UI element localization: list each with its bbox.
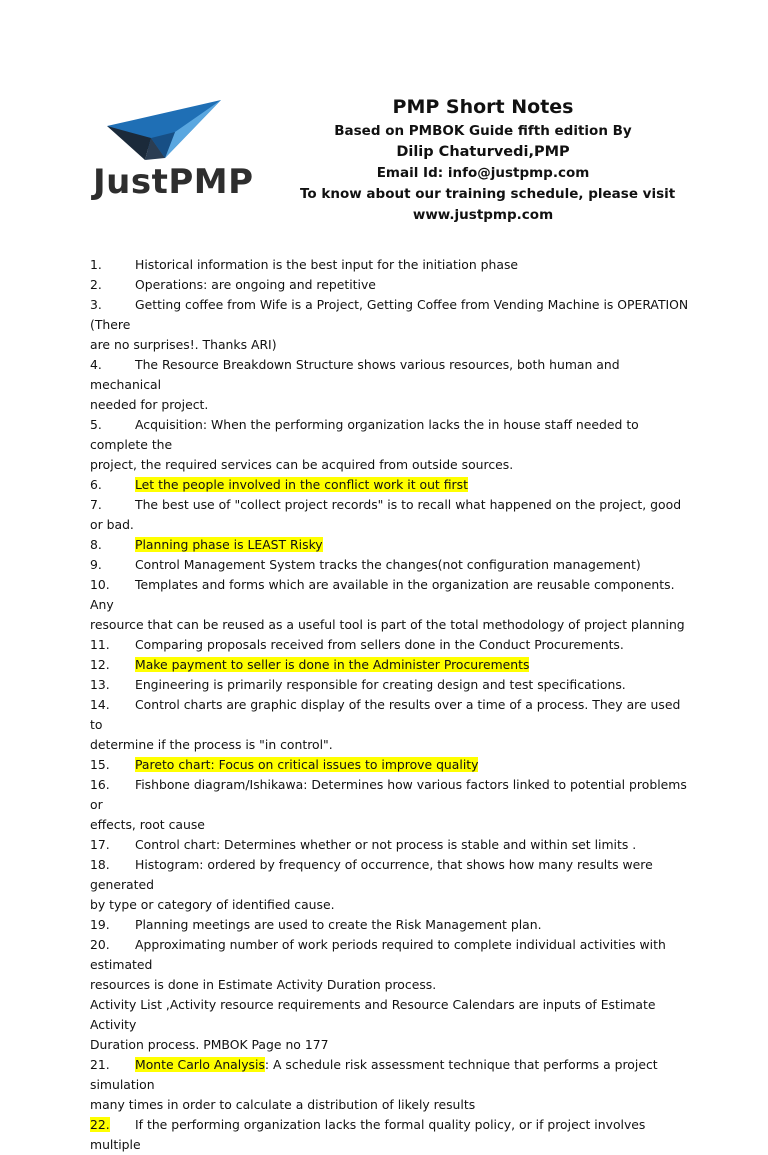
list-item (90, 835, 690, 855)
item-text: Acquisition: When the performing organization lacks the in house staff needed to complete the (90, 417, 639, 452)
item-number: 6. (90, 477, 102, 492)
list-item (90, 575, 690, 615)
item-text: If the performing organization lacks the formal quality policy, or if project involves multiple (90, 1117, 646, 1152)
list-item (90, 775, 690, 815)
list-item (90, 995, 690, 1035)
justpmp-logo (93, 98, 263, 210)
page-title: PMP Short Notes (392, 96, 574, 118)
document-header (300, 94, 676, 226)
item-number: 12. (90, 657, 110, 672)
email-line: Email Id: info@justpmp.com (376, 165, 590, 181)
item-number: 17. (90, 837, 110, 852)
item-number: 20. (90, 937, 110, 952)
list-item (90, 535, 690, 555)
list-item (90, 675, 690, 695)
item-text: The best use of "collect project records" is to recall what happened on the project, good or bad. (90, 497, 682, 532)
item-number: 19. (90, 917, 110, 932)
item-continuation: by type or category of identified cause. (90, 897, 335, 912)
list-item (90, 475, 690, 495)
item-number: 4. (90, 357, 102, 372)
list-item (90, 495, 690, 535)
list-item (90, 915, 690, 935)
item-text: Histogram: ordered by frequency of occurrence, that shows how many results were generated (90, 857, 653, 892)
website-line: www.justpmp.com (412, 207, 554, 223)
item-number: 9. (90, 557, 102, 572)
item-text: Templates and forms which are available in the organization are reusable components. Any (90, 577, 675, 612)
item-number: 5. (90, 417, 102, 432)
item-text: Let the people involved in the conflict work it out first (135, 477, 468, 492)
author-line: Dilip Chaturvedi,PMP (396, 144, 570, 160)
item-text: Control Management System tracks the changes(not configuration management) (135, 557, 641, 572)
item-text: Control charts are graphic display of the results over a time of a process. They are used to (90, 697, 681, 732)
item-continuation: resource that can be reused as a useful tool is part of the total methodology of project planning (90, 617, 685, 632)
list-item (90, 635, 690, 655)
item-text: Pareto chart: Focus on critical issues to improve quality (135, 757, 479, 772)
list-item (90, 935, 690, 975)
item-continuation: determine if the process is "in control". (90, 737, 333, 752)
schedule-line: To know about our training schedule, please visit (300, 186, 676, 202)
item-number: 7. (90, 497, 102, 512)
item-text: Activity List ,Activity resource requirements and Resource Calendars are inputs of Estimate Activity (90, 997, 656, 1032)
item-number: 2. (90, 277, 102, 292)
item-number: 8. (90, 537, 102, 552)
list-item (90, 415, 690, 455)
item-number: 14. (90, 697, 110, 712)
list-item (90, 695, 690, 735)
item-number: 1. (90, 257, 102, 272)
list-item (90, 1115, 690, 1155)
item-text: Control chart: Determines whether or not process is stable and within set limits . (135, 837, 637, 852)
item-continuation: Duration process. PMBOK Page no 177 (90, 1037, 329, 1052)
item-number: 3. (90, 297, 102, 312)
item-number: 22. (90, 1117, 110, 1132)
item-number: 16. (90, 777, 110, 792)
item-text: Engineering is primarily responsible for creating design and test specifications. (135, 677, 626, 692)
item-number: 18. (90, 857, 110, 872)
item-text: The Resource Breakdown Structure shows various resources, both human and mechanical (90, 357, 620, 392)
item-text: Historical information is the best input for the initiation phase (135, 257, 519, 272)
list-item (90, 855, 690, 895)
item-text: Fishbone diagram/Ishikawa: Determines how various factors linked to potential problems or (90, 777, 687, 812)
list-item (90, 295, 690, 335)
item-continuation: many times in order to calculate a distribution of likely results (90, 1097, 476, 1112)
logo-text: JustPMP (93, 162, 254, 202)
item-text: Monte Carlo Analysis (135, 1057, 265, 1072)
list-item (90, 275, 690, 295)
item-text: Comparing proposals received from sellers done in the Conduct Procurements. (135, 637, 624, 652)
item-text: Planning meetings are used to create the Risk Management plan. (135, 917, 542, 932)
item-continuation: needed for project. (90, 397, 209, 412)
item-continuation: are no surprises!. Thanks ARI) (90, 337, 277, 352)
list-item (90, 1055, 690, 1095)
list-item (90, 555, 690, 575)
item-text: Make payment to seller is done in the Administer Procurements (135, 657, 530, 672)
paper-plane-icon (105, 98, 245, 170)
item-text: Getting coffee from Wife is a Project, Getting Coffee from Vending Machine is OPERATION (There (90, 297, 689, 332)
list-item (90, 355, 690, 395)
list-item (90, 755, 690, 775)
item-text: Operations: are ongoing and repetitive (135, 277, 376, 292)
item-text: Planning phase is LEAST Risky (135, 537, 323, 552)
subtitle-line: Based on PMBOK Guide fifth edition By (334, 123, 632, 139)
item-text: Approximating number of work periods required to complete individual activities with estimated (90, 937, 666, 972)
item-text-rest: : A schedule risk assessment technique that performs a project simulation (90, 1057, 658, 1092)
item-continuation: resources is done in Estimate Activity Duration process. (90, 977, 437, 992)
list-item (90, 655, 690, 675)
item-number: 15. (90, 757, 110, 772)
item-number: 11. (90, 637, 110, 652)
notes-list (90, 255, 690, 1155)
item-continuation: effects, root cause (90, 817, 205, 832)
item-number: 21. (90, 1057, 110, 1072)
list-item (90, 255, 690, 275)
item-number: 10. (90, 577, 110, 592)
item-number: 13. (90, 677, 110, 692)
item-continuation: project, the required services can be acquired from outside sources. (90, 457, 514, 472)
